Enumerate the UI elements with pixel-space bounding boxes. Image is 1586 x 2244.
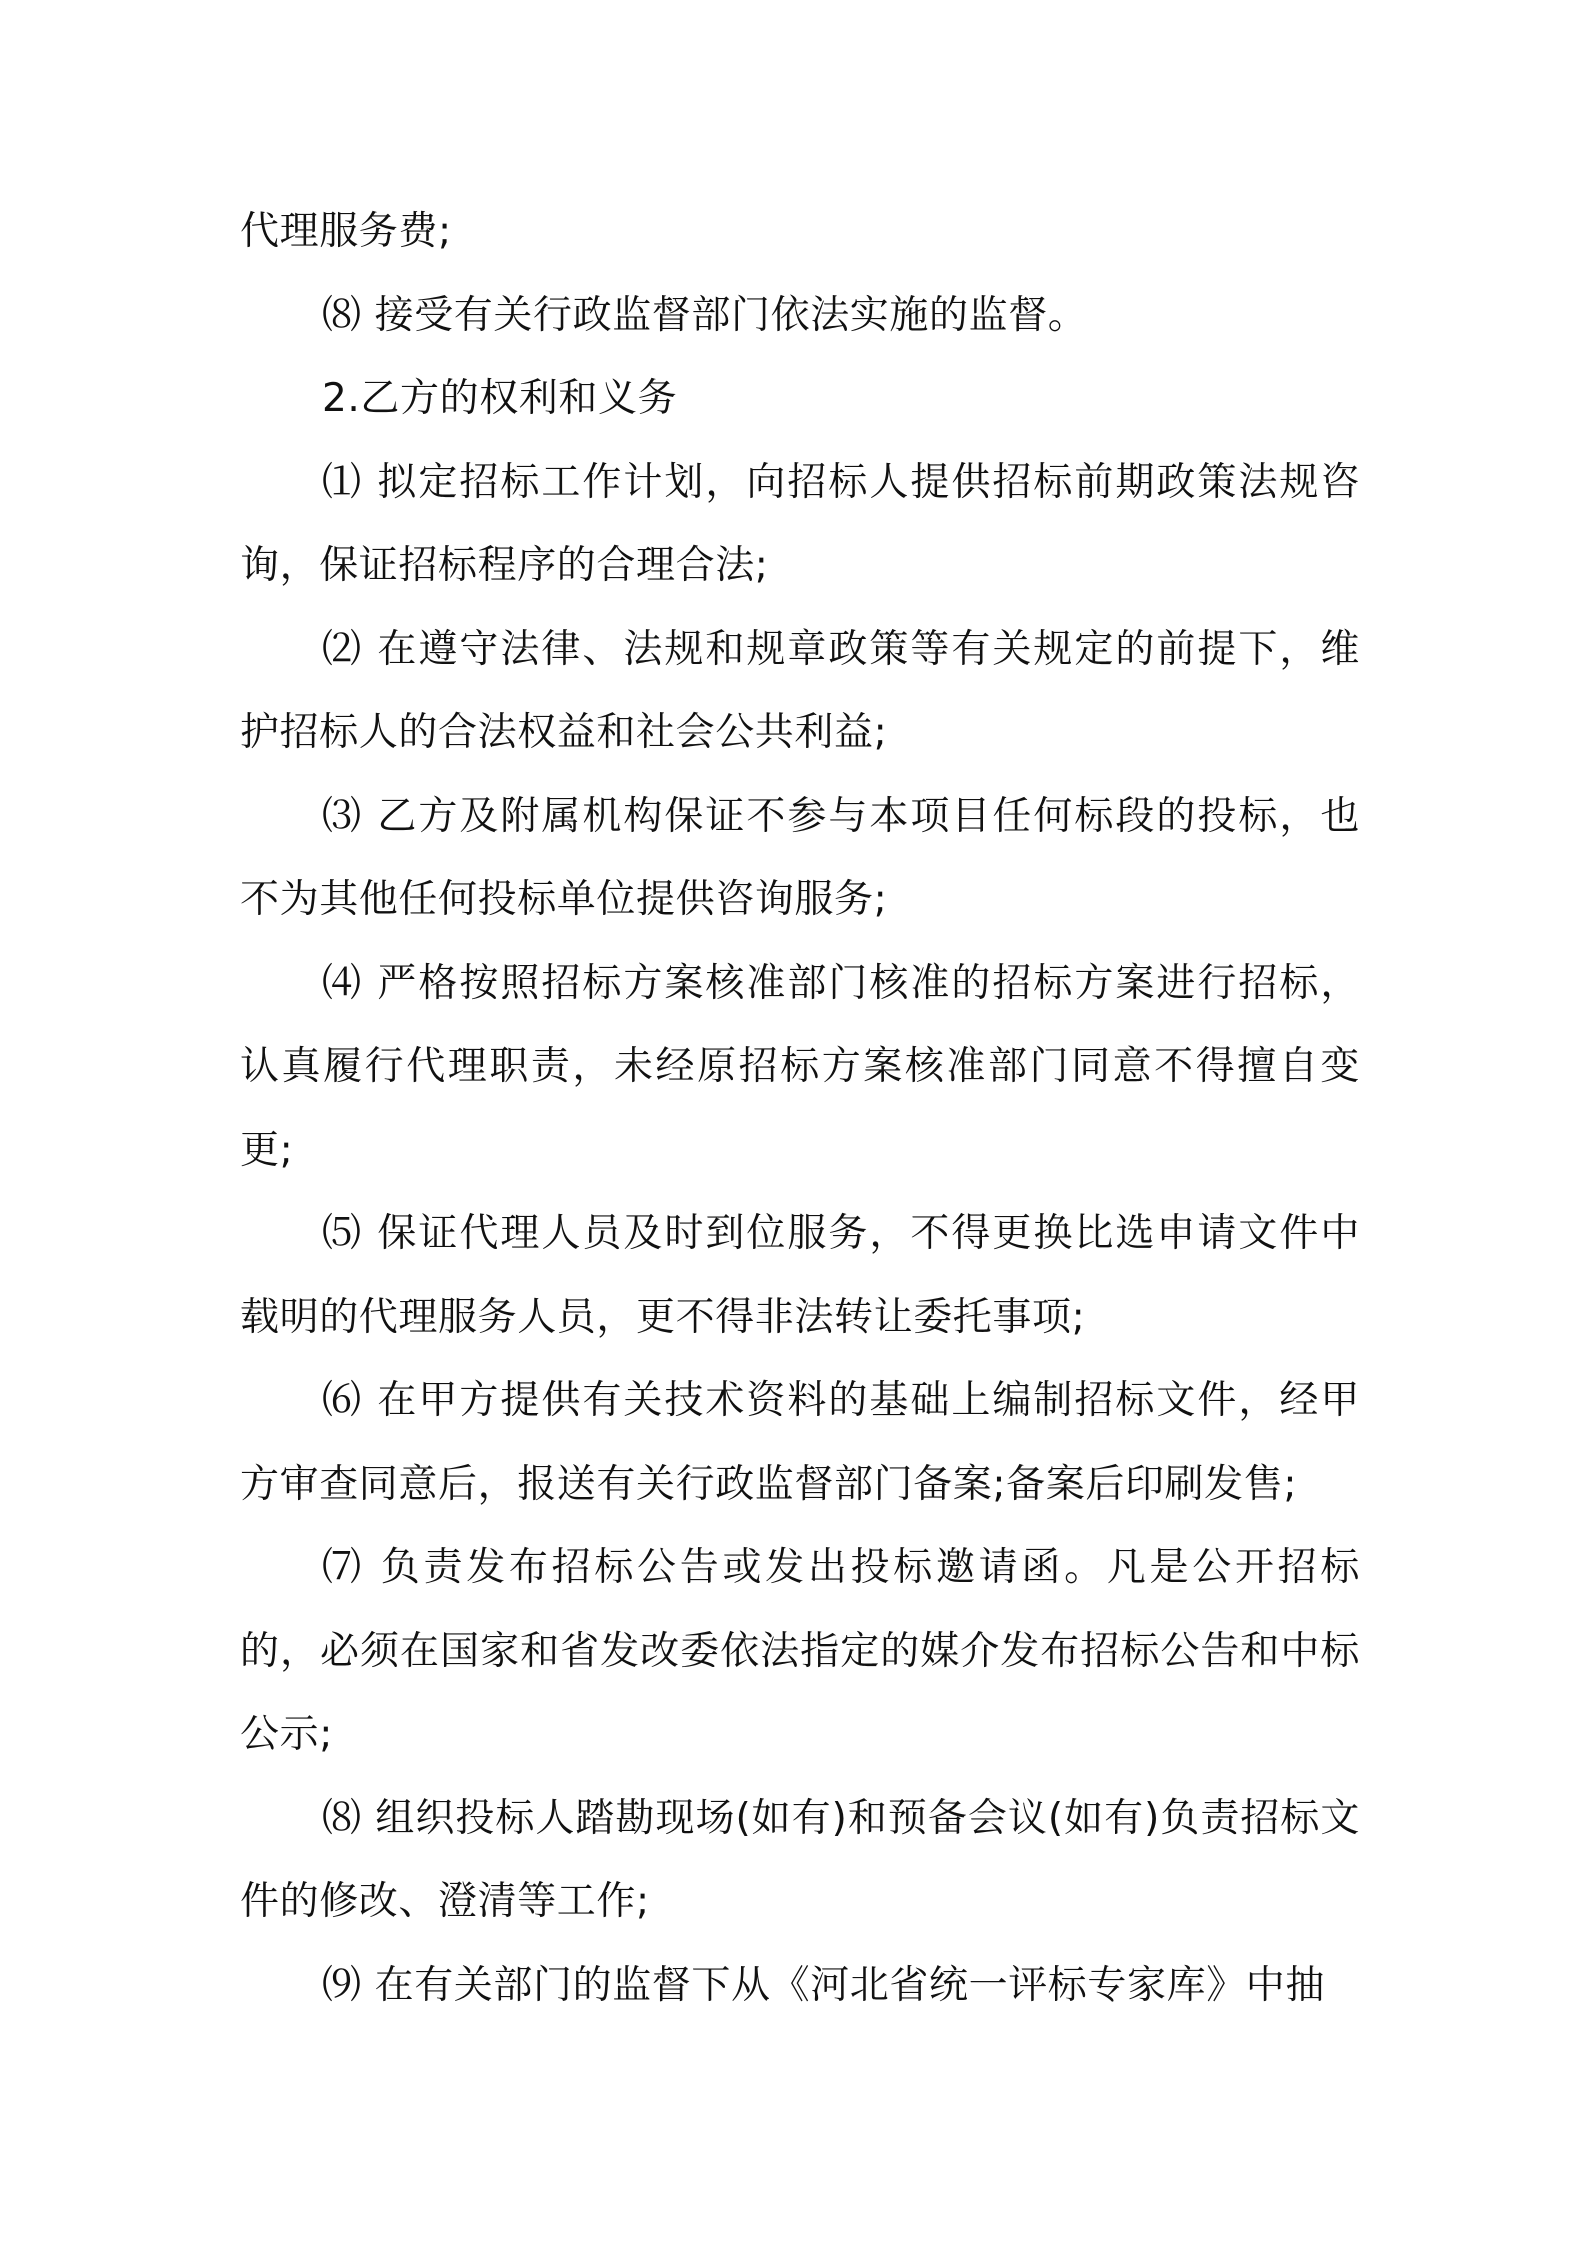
paragraph-item-4: ⑷ 严格按照招标方案核准部门核准的招标方案进行招标，认真履行代理职责，未经原招标方案核准部门同意不得擅自变更;	[240, 960, 1360, 1173]
paragraph-item-2: ⑵ 在遵守法律、法规和规章政策等有关规定的前提下，维护招标人的合法权益和社会公共利益;	[240, 626, 1360, 755]
paragraph-continuation: 代理服务费;	[240, 209, 452, 254]
paragraph-obligation-8: ⑻ 接受有关行政监督部门依法实施的监督。	[322, 292, 1088, 338]
section-heading-party-b-rights: 2.乙方的权利和义务	[322, 376, 678, 421]
paragraph-item-6: ⑹ 在甲方提供有关技术资料的基础上编制招标文件，经甲方审查同意后，报送有关行政监督部门备案;备案后印刷发售;	[240, 1378, 1360, 1507]
paragraph-item-3: ⑶ 乙方及附属机构保证不参与本项目任何标段的投标，也不为其他任何投标单位提供咨询服务;	[240, 793, 1360, 922]
paragraph-item-1: ⑴ 拟定招标工作计划，向招标人提供招标前期政策法规咨询，保证招标程序的合理合法;	[240, 459, 1360, 588]
document-body	[240, 190, 1360, 2027]
paragraph-item-5: ⑸ 保证代理人员及时到位服务，不得更换比选申请文件中载明的代理服务人员，更不得非法转让委托事项;	[240, 1211, 1360, 1340]
paragraph-item-8: ⑻ 组织投标人踏勘现场(如有)和预备会议(如有)负责招标文件的修改、澄清等工作;	[240, 1795, 1360, 1924]
paragraph-item-9: ⑼ 在有关部门的监督下从《河北省统一评标专家库》中抽	[322, 1962, 1325, 2008]
paragraph-item-7: ⑺ 负责发布招标公告或发出投标邀请函。凡是公开招标的，必须在国家和省发改委依法指定的媒介发布招标公告和中标公示;	[240, 1545, 1360, 1757]
